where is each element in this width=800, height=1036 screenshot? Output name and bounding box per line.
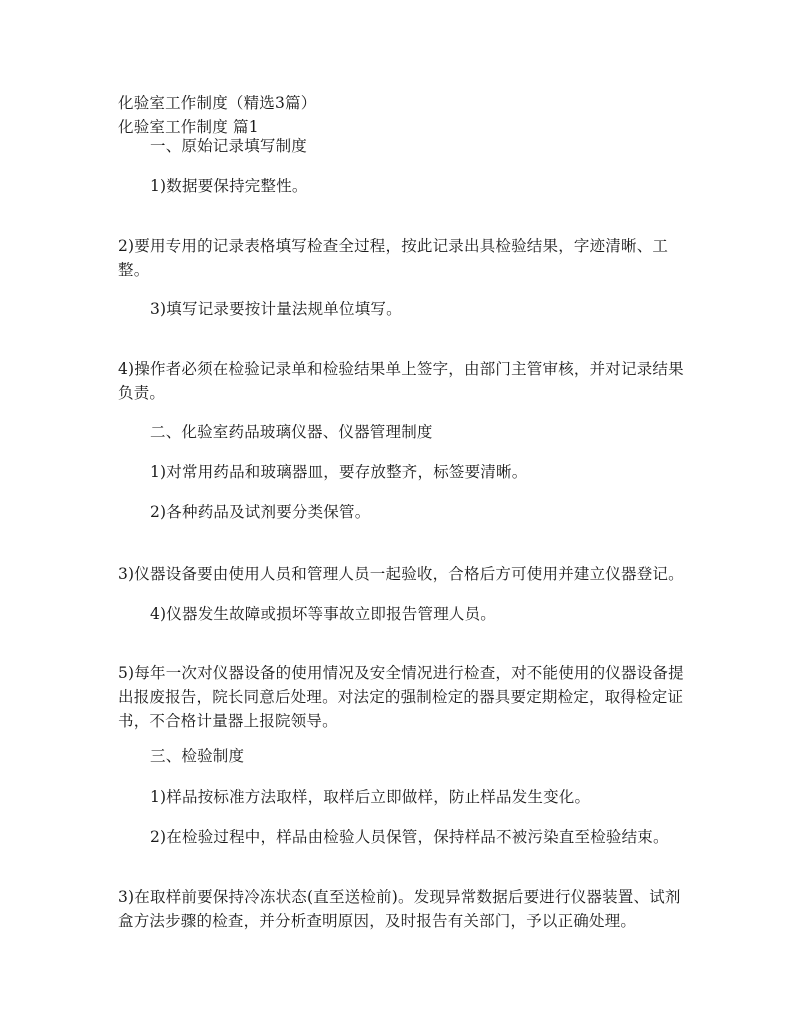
- paragraph: 3)填写记录要按计量法规单位填写。: [150, 300, 402, 318]
- document-title: 化验室工作制度（精选3篇）: [118, 94, 317, 112]
- paragraph: 2)在检验过程中，样品由检验人员保管，保持样品不被污染直至检验结束。: [150, 828, 669, 846]
- paragraph: 1)数据要保持完整性。: [150, 177, 308, 195]
- paragraph: 1)样品按标准方法取样，取样后立即做样，防止样品发生变化。: [150, 788, 591, 806]
- paragraph: 5)每年一次对仪器设备的使用情况及安全情况进行检查，对不能使用的仪器设备提出报废报告，院长同意后处理。对法定的强制检定的器具要定期检定，取得检定证书，不合格计量器上报院领导。: [118, 664, 684, 730]
- paragraph: 2)要用专用的记录表格填写检查全过程，按此记录出具检验结果，字迹清晰、工整。: [118, 237, 669, 279]
- section-heading: 一、原始记录填写制度: [150, 137, 308, 155]
- paragraph: 2)各种药品及试剂要分类保管。: [150, 503, 371, 521]
- section-heading: 三、检验制度: [150, 747, 245, 765]
- paragraph: 1)对常用药品和玻璃器皿，要存放整齐，标签要清晰。: [150, 463, 528, 481]
- paragraph: 3)仪器设备要由使用人员和管理人员一起验收，合格后方可使用并建立仪器登记。: [118, 565, 684, 583]
- section-heading: 二、化验室药品玻璃仪器、仪器管理制度: [150, 423, 433, 441]
- paragraph: 3)在取样前要保持冷冻状态(直至送检前)。发现异常数据后要进行仪器装置、试剂盒方法步骤的检查，并分析查明原因，及时报告有关部门，予以正确处理。: [118, 888, 681, 930]
- paragraph: 4)操作者必须在检验记录单和检验结果单上签字，由部门主管审核，并对记录结果负责。: [118, 360, 684, 402]
- paragraph: 4)仪器发生故障或损坏等事故立即报告管理人员。: [150, 605, 497, 623]
- document-subtitle: 化验室工作制度 篇1: [118, 118, 259, 136]
